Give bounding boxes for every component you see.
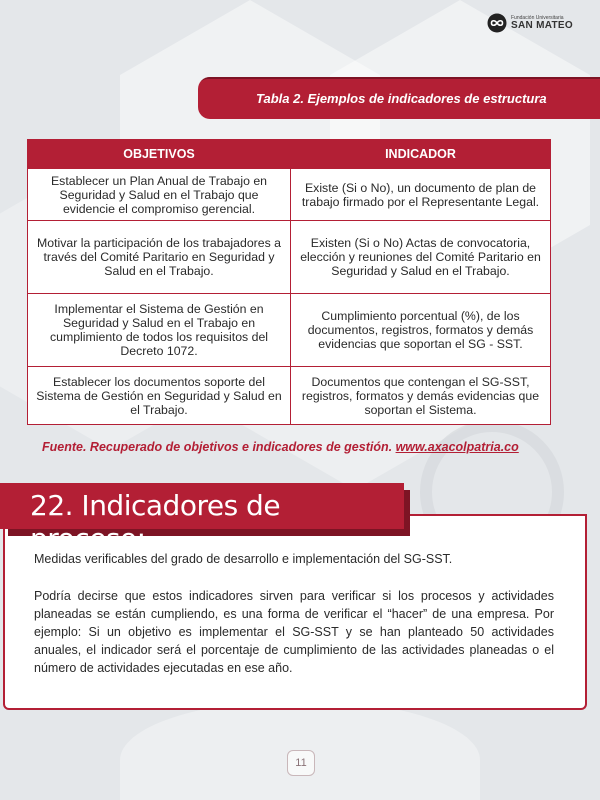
section-paragraph: Medidas verificables del grado de desarrollo e implementación del SG-SST. (34, 552, 453, 566)
table-row (28, 169, 551, 221)
table-caption: Tabla 2. Ejemplos de indicadores de estructura (256, 91, 547, 106)
table-caption-banner (198, 77, 600, 119)
column-header-indicador: INDICADOR (291, 140, 551, 169)
logo-name: SAN MATEO (511, 19, 573, 31)
table-cell: Existe (Si o No), un documento de plan de trabajo firmado por el Representante Legal. (291, 169, 551, 221)
section-heading: 22. Indicadores de proceso: (30, 489, 281, 555)
table-cell: Cumplimiento porcentual (%), de los documentos, registros, formatos y demás evidencias que soportan el SG - SST. (291, 294, 551, 367)
table-cell: Implementar el Sistema de Gestión en Seguridad y Salud en el Trabajo en cumplimiento de todos los requisitos del Decreto 1072. (28, 294, 291, 367)
column-header-objetivos: OBJETIVOS (28, 140, 291, 169)
table-cell: Existen (Si o No) Actas de convocatoria, elección y reuniones del Comité Paritario en Seguridad y Salud en el Trabajo. (291, 221, 551, 294)
table-header-row (28, 140, 551, 169)
logo (487, 13, 573, 33)
table-cell: Establecer los documentos soporte del Sistema de Gestión en Seguridad y Salud en el Trabajo. (28, 367, 291, 425)
table-cell: Establecer un Plan Anual de Trabajo en Seguridad y Salud en el Trabajo que evidencie el compromiso gerencial. (28, 169, 291, 221)
page-number: 11 (287, 750, 315, 776)
table-row (28, 294, 551, 367)
section-heading-banner (0, 483, 404, 555)
table-row (28, 367, 551, 425)
table-cell: Documentos que contengan el SG-SST, registros, formatos y demás evidencias que soportan el Sistema. (291, 367, 551, 425)
infinity-logo-icon (487, 13, 507, 33)
table-source (42, 440, 562, 454)
section-paragraph: Podría decirse que estos indicadores sirven para verificar si los procesos y actividades planeadas se están cumpliendo, es una forma de verificar el “hacer” de una empresa. Por ejemplo: Si un objetivo es implementar el SG-SST y se han planteado 50 actividades anuales, el indicador será el porcentaje de cumplimiento de las actividades planeadas o el número de actividades ejecutadas en ese año. (34, 589, 554, 675)
indicators-table (27, 139, 551, 425)
table-row (28, 221, 551, 294)
table-cell: Motivar la participación de los trabajadores a través del Comité Paritario en Seguridad y Salud en el Trabajo. (28, 221, 291, 294)
source-text: Fuente. Recuperado de objetivos e indicadores de gestión. (42, 440, 393, 454)
logo-subtitle: Fundación Universitaria (511, 14, 564, 21)
divider (409, 514, 585, 516)
source-link[interactable]: www.axacolpatria.co (395, 440, 519, 454)
